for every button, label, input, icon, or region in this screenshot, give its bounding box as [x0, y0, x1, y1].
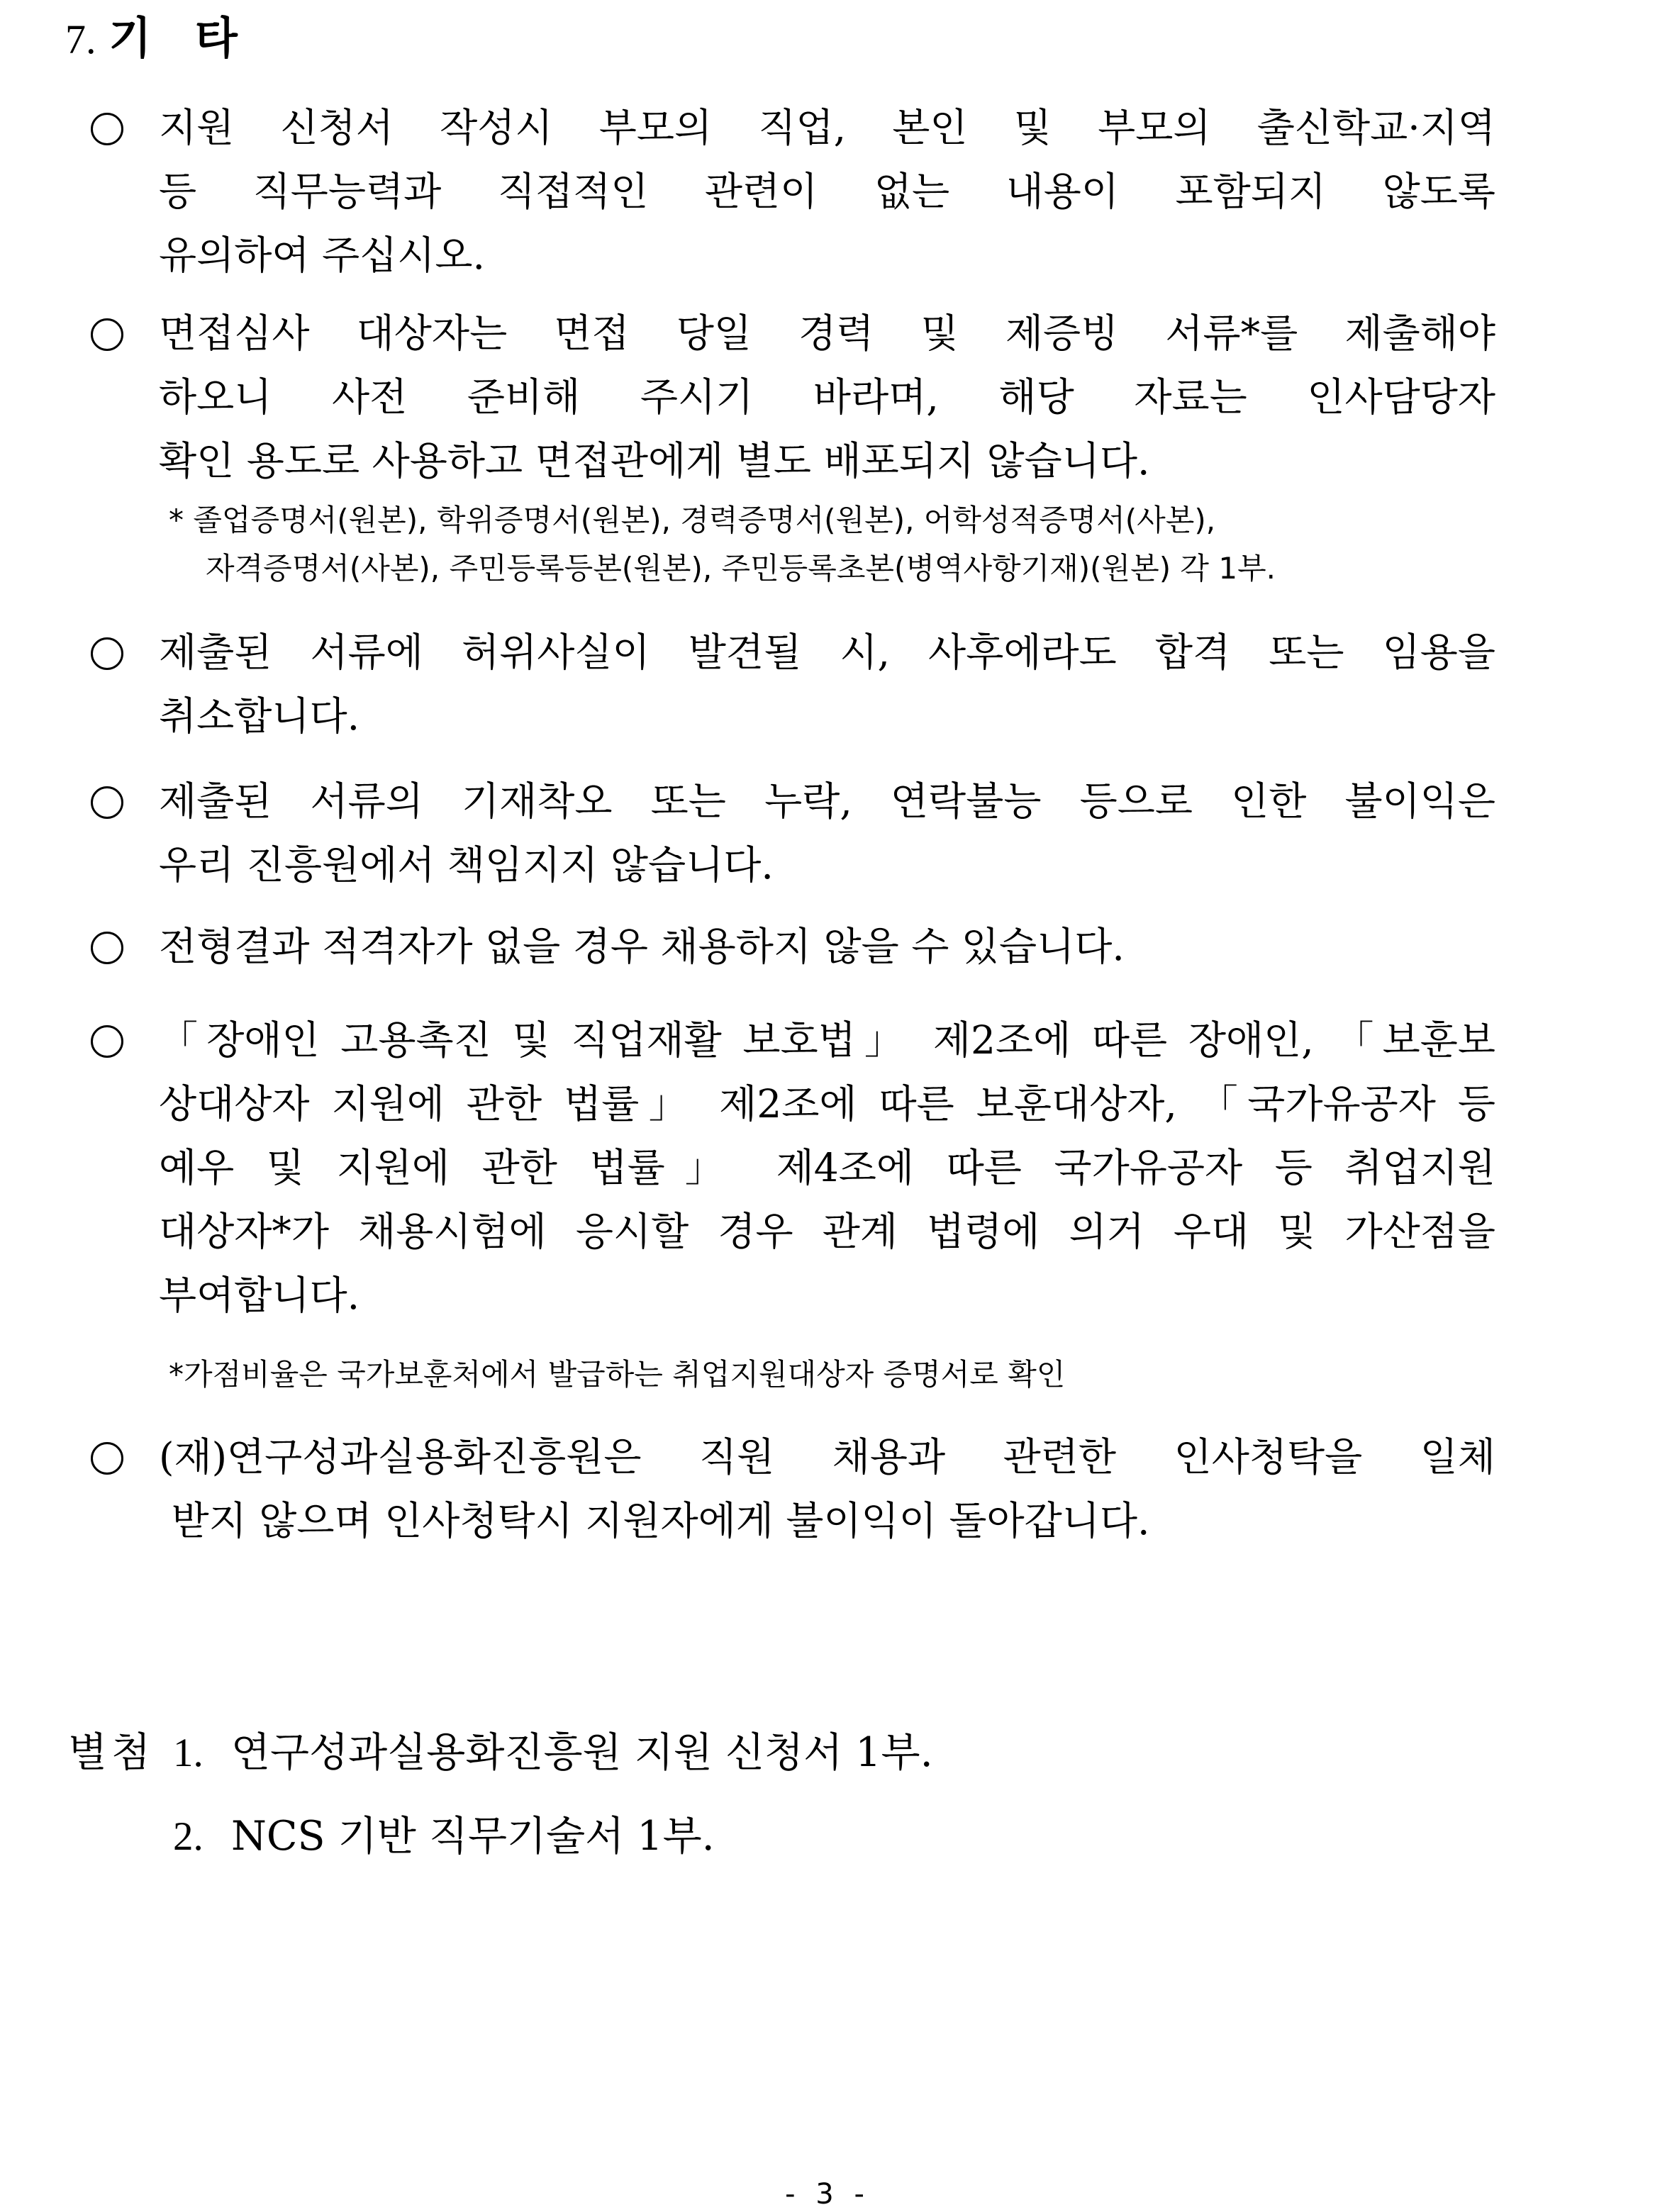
section-title: 기 타 — [108, 12, 252, 64]
attachment-line — [68, 1801, 715, 1872]
circle-bullet-icon — [91, 1025, 123, 1058]
item-line: 제출된 서류에 허위사실이 발견될 시, 사후에라도 합격 또는 임용을 — [159, 630, 1495, 675]
footnote-line: *가점비율은 국가보훈처에서 발급하는 취업지원대상자 증명서로 확인 — [169, 1357, 1066, 1392]
item-line: 등 직무능력과 직접적인 관련이 없는 내용이 포함되지 않도록 — [159, 169, 1495, 214]
item-line: 지원 신청서 작성시 부모의 직업, 본인 및 부모의 출신학교·지역 — [159, 105, 1495, 150]
circle-bullet-icon — [91, 113, 123, 145]
item-text — [159, 915, 1495, 978]
item-line: 대상자*가 채용시험에 응시할 경우 관계 법령에 의거 우대 및 가산점을 — [159, 1209, 1495, 1254]
footnote-line: 자격증명서(사본), 주민등록등본(원본), 주민등록초본(병역사항기재)(원본) 각 1부. — [206, 551, 1276, 586]
page-number: - 3 - — [785, 2178, 870, 2211]
attachment-line — [68, 1717, 933, 1789]
item-line: 취소합니다. — [159, 693, 360, 739]
item-text — [159, 1008, 1495, 1327]
attachment-text: 연구성과실용화진흥원 지원 신청서 1부. — [231, 1729, 933, 1776]
item-line: 전형결과 적격자가 없을 경우 채용하지 않을 수 있습니다. — [159, 924, 1125, 969]
item-line: 받지 않으며 인사청탁시 지원자에게 불이익이 돌아갑니다. — [159, 1498, 1150, 1543]
footnote — [169, 1351, 1065, 1399]
attachment-text: NCS 기반 직무기술서 1부. — [231, 1813, 715, 1860]
item-line: 유의하여 주십시오. — [159, 233, 486, 278]
item-line: 제출된 서류의 기재착오 또는 누락, 연락불능 등으로 인한 불이익은 — [159, 778, 1495, 824]
item-text — [159, 301, 1495, 493]
circle-bullet-icon — [91, 637, 123, 670]
item-line: 상대상자 지원에 관한 법률」 제2조에 따른 보훈대상자, 「국가유공자 등 — [159, 1081, 1495, 1127]
circle-bullet-icon — [91, 1442, 123, 1475]
footnote — [169, 496, 1276, 593]
attachment-number: 1. — [173, 1731, 204, 1775]
circle-bullet-icon — [91, 318, 123, 351]
item-text — [159, 1425, 1495, 1553]
circle-bullet-icon — [91, 786, 123, 819]
item-text — [159, 96, 1495, 287]
attachment-label: 별첨 — [68, 1729, 155, 1776]
item-line: 예우 및 지원에 관한 법률」 제4조에 따른 국가유공자 등 취업지원 — [159, 1145, 1495, 1190]
item-line: 우리 진흥원에서 책임지지 않습니다. — [159, 842, 774, 888]
item-line: (재)연구성과실용화진흥원은 직원 채용과 관련한 인사청탁을 일체 — [159, 1434, 1495, 1480]
item-line: 확인 용도로 사용하고 면접관에게 별도 배포되지 않습니다. — [159, 438, 1150, 484]
item-line: 부여합니다. — [159, 1273, 360, 1318]
item-line: 면접심사 대상자는 면접 당일 경력 및 제증빙 서류*를 제출해야 — [159, 311, 1495, 356]
item-line: 하오니 사전 준비해 주시기 바라며, 해당 자료는 인사담당자 — [159, 374, 1495, 420]
item-line: 「장애인 고용촉진 및 직업재활 보호법」 제2조에 따른 장애인, 「보훈보 — [159, 1017, 1495, 1063]
section-number: 7. — [65, 16, 96, 62]
item-text — [159, 620, 1495, 748]
section-heading — [65, 10, 252, 68]
attachment-number: 2. — [173, 1814, 204, 1859]
item-text — [159, 769, 1495, 897]
footnote-line: * 졸업증명서(원본), 학위증명서(원본), 경력증명서(원본), 어학성적증명서(사본), — [169, 503, 1216, 537]
circle-bullet-icon — [91, 932, 123, 964]
